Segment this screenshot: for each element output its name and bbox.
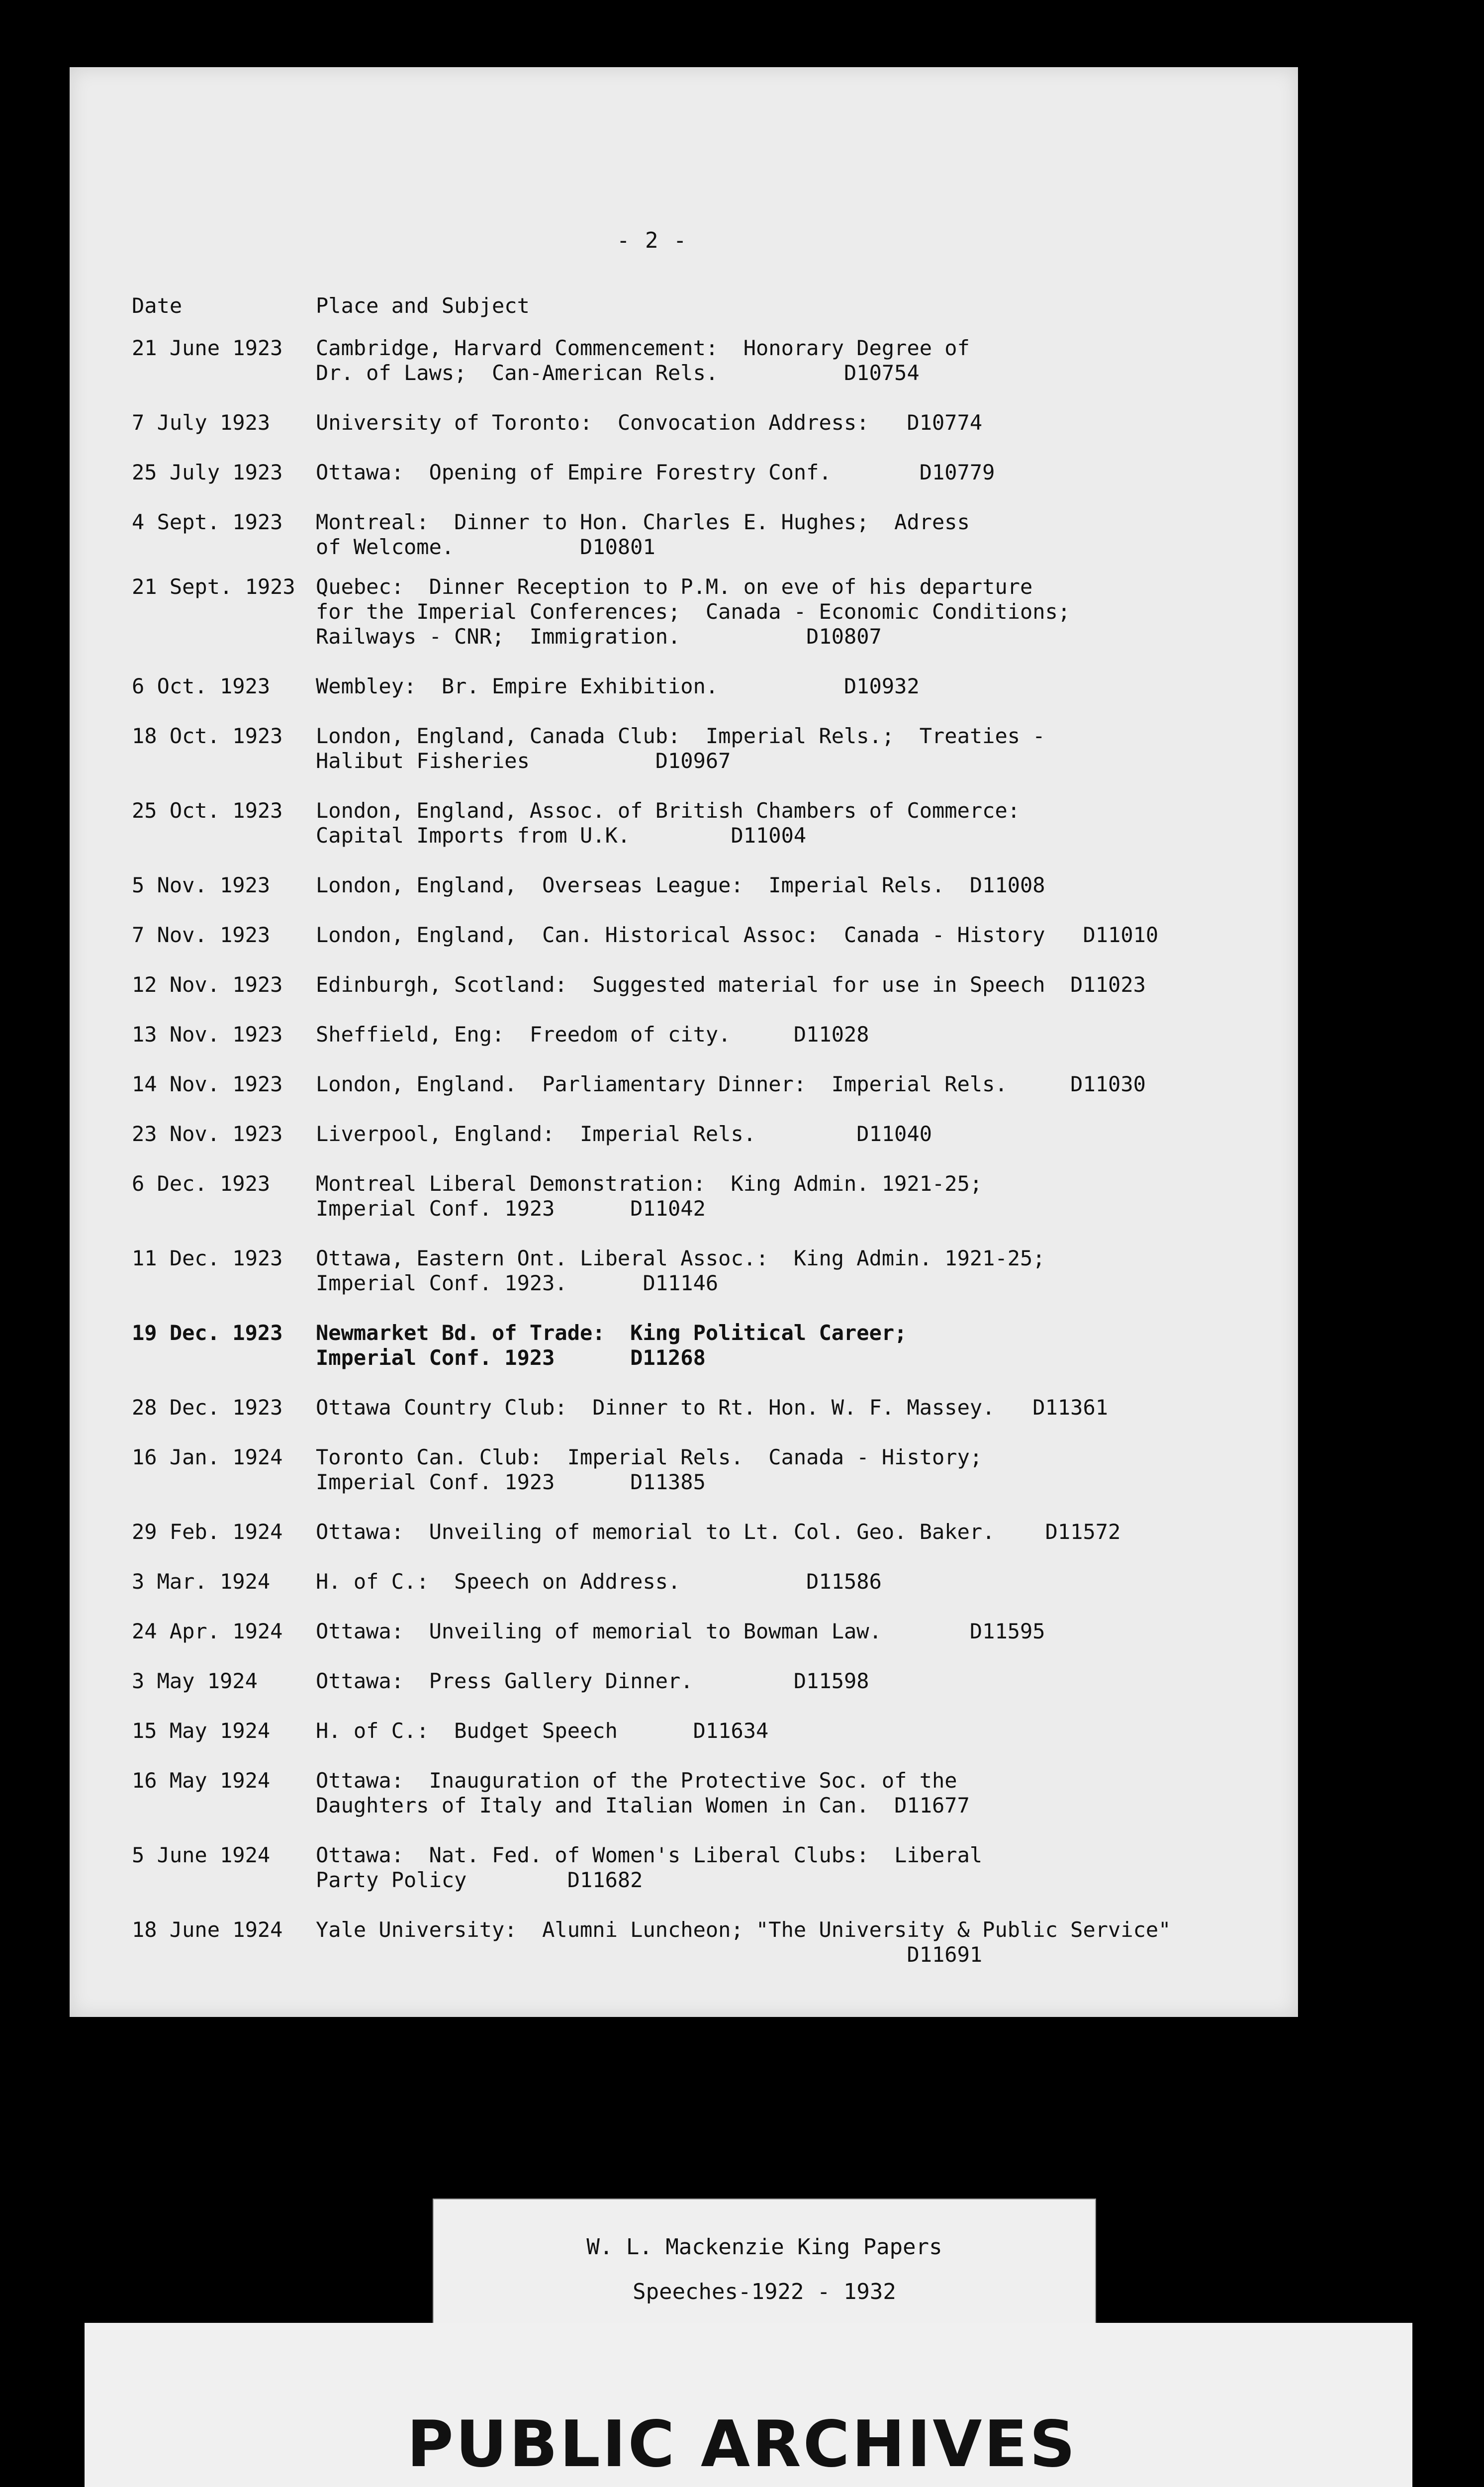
entry-place-subject: University of Toronto: Convocation Address: D10774 [316, 410, 983, 435]
entry-date: 12 Nov. 1923 [132, 972, 283, 997]
entry-place-subject: Edinburgh, Scotland: Suggested material for use in Speech D11023 [316, 972, 1146, 997]
entry-place-subject: Cambridge, Harvard Commencement: Honorary Degree of Dr. of Laws; Can-American Rels. D10754 [316, 336, 970, 385]
entry-date: 5 Nov. 1923 [132, 873, 271, 897]
entry-place-subject: Montreal: Dinner to Hon. Charles E. Hughes; Adress of Welcome. D10801 [316, 510, 970, 559]
entry-place-subject: London, England. Parliamentary Dinner: Imperial Rels. D11030 [316, 1072, 1146, 1096]
entry-place-subject: Ottawa: Inauguration of the Protective Soc. of the Daughters of Italy and Italian Women in Can. D11677 [316, 1768, 970, 1817]
entry-date: 23 Nov. 1923 [132, 1122, 283, 1146]
collection-label-subtitle: Speeches-1922 - 1932 [633, 2279, 896, 2304]
entry-date: 16 Jan. 1924 [132, 1445, 283, 1469]
entry-date: 21 Sept. 1923 [132, 574, 295, 599]
entry-place-subject: London, England, Overseas League: Imperial Rels. D11008 [316, 873, 1045, 897]
entry-place-subject: Sheffield, Eng: Freedom of city. D11028 [316, 1022, 869, 1047]
entry-place-subject: Ottawa, Eastern Ont. Liberal Assoc.: King Admin. 1921-25; Imperial Conf. 1923. D11146 [316, 1246, 1045, 1295]
entry-place-subject: Ottawa: Press Gallery Dinner. D11598 [316, 1669, 869, 1693]
column-header-place-subject: Place and Subject [316, 293, 530, 318]
collection-label-title: W. L. Mackenzie King Papers [586, 2234, 942, 2260]
entry-date: 4 Sept. 1923 [132, 510, 283, 534]
entry-date: 24 Apr. 1924 [132, 1619, 283, 1643]
collection-label [433, 2199, 1096, 2335]
entry-date: 7 Nov. 1923 [132, 923, 271, 947]
entry-date: 18 June 1924 [132, 1917, 283, 1942]
entry-date: 15 May 1924 [132, 1719, 271, 1743]
entry-date: 7 July 1923 [132, 410, 271, 435]
entry-place-subject: H. of C.: Budget Speech D11634 [316, 1719, 769, 1743]
entry-date: 13 Nov. 1923 [132, 1022, 283, 1047]
document-page [70, 67, 1298, 2017]
entry-place-subject: Ottawa: Unveiling of memorial to Lt. Col. Geo. Baker. D11572 [316, 1520, 1121, 1544]
entry-place-subject: Ottawa: Opening of Empire Forestry Conf. D10779 [316, 460, 995, 484]
column-header-date: Date [132, 293, 183, 318]
entry-date: 19 Dec. 1923 [132, 1321, 283, 1345]
entry-date: 3 May 1924 [132, 1669, 258, 1693]
entry-date: 25 Oct. 1923 [132, 798, 283, 823]
entry-place-subject: Toronto Can. Club: Imperial Rels. Canada - History; Imperial Conf. 1923 D11385 [316, 1445, 983, 1494]
entry-date: 14 Nov. 1923 [132, 1072, 283, 1096]
entry-date: 3 Mar. 1924 [132, 1569, 271, 1594]
page-number: - 2 - [617, 228, 688, 253]
entry-place-subject: H. of C.: Speech on Address. D11586 [316, 1569, 882, 1594]
entry-place-subject: London, England, Can. Historical Assoc: Canada - History D11010 [316, 923, 1159, 947]
entry-date: 5 June 1924 [132, 1843, 271, 1867]
entry-place-subject: London, England, Assoc. of British Chambers of Commerce: Capital Imports from U.K. D11004 [316, 798, 1020, 848]
entry-place-subject: Ottawa: Unveiling of memorial to Bowman Law. D11595 [316, 1619, 1045, 1643]
entry-place-subject: London, England, Canada Club: Imperial Rels.; Treaties - Halibut Fisheries D10967 [316, 724, 1045, 773]
entry-place-subject: Liverpool, England: Imperial Rels. D11040 [316, 1122, 932, 1146]
entry-place-subject: Quebec: Dinner Reception to P.M. on eve of his departure for the Imperial Conferences; Canada - Economic Conditions; Railways - CNR; Immigration. D10807 [316, 574, 1071, 649]
entry-date: 21 June 1923 [132, 336, 283, 360]
entry-place-subject: Ottawa Country Club: Dinner to Rt. Hon. W. F. Massey. D11361 [316, 1395, 1109, 1420]
entry-date: 18 Oct. 1923 [132, 724, 283, 748]
entry-date: 16 May 1924 [132, 1768, 271, 1793]
entry-date: 28 Dec. 1923 [132, 1395, 283, 1420]
entry-date: 6 Oct. 1923 [132, 674, 271, 698]
entry-date: 25 July 1923 [132, 460, 283, 484]
entry-place-subject: Yale University: Alumni Luncheon; "The University & Public Service" D11691 [316, 1917, 1171, 1967]
archive-stamp-line-1: PUBLIC ARCHIVES [407, 2407, 1077, 2482]
entry-place-subject: Montreal Liberal Demonstration: King Admin. 1921-25; Imperial Conf. 1923 D11042 [316, 1171, 983, 1221]
entry-place-subject: Wembley: Br. Empire Exhibition. D10932 [316, 674, 920, 698]
entry-date: 6 Dec. 1923 [132, 1171, 271, 1196]
entry-date: 29 Feb. 1924 [132, 1520, 283, 1544]
entry-date: 11 Dec. 1923 [132, 1246, 283, 1270]
entry-place-subject: Newmarket Bd. of Trade: King Political Career; Imperial Conf. 1923 D11268 [316, 1321, 907, 1370]
entry-place-subject: Ottawa: Nat. Fed. of Women's Liberal Clubs: Liberal Party Policy D11682 [316, 1843, 983, 1892]
